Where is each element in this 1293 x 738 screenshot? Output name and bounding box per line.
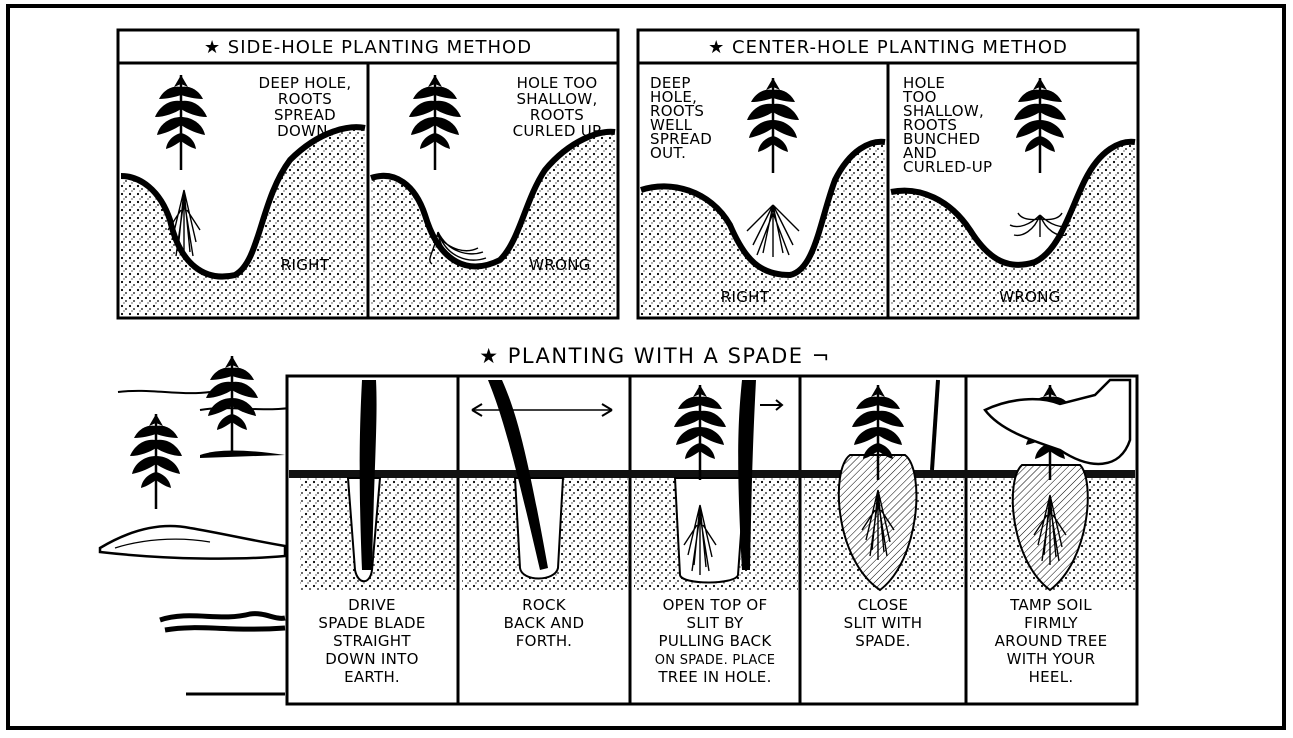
side-right-note-3: SPREAD	[273, 106, 337, 124]
side-right-note-4: DOWN.	[277, 122, 333, 140]
center-right-note-1: DEEP	[650, 74, 691, 92]
step-1-line-1: DRIVE	[348, 596, 396, 614]
step-1-line-2: SPADE BLADE	[318, 614, 426, 632]
side-wrong-note-1: HOLE TOO	[516, 74, 598, 92]
side-hole-title: ★ SIDE-HOLE PLANTING METHOD	[203, 37, 533, 58]
center-hole-panel	[638, 30, 1138, 318]
side-right-label: RIGHT	[280, 256, 330, 274]
step-3-line-3: PULLING BACK	[658, 632, 772, 650]
center-wrong-note-4: ROOTS	[903, 116, 958, 134]
step-4-line-1: CLOSE	[857, 596, 909, 614]
center-right-label: RIGHT	[720, 288, 770, 306]
step-3-line-2: SLIT BY	[686, 614, 744, 632]
center-right-note-5: SPREAD	[650, 130, 713, 148]
side-right-note-1: DEEP HOLE,	[258, 74, 352, 92]
center-wrong-label: WRONG	[999, 288, 1061, 306]
spade-steps-panel	[287, 376, 1137, 704]
step-1-line-3: STRAIGHT	[333, 632, 411, 650]
step-5-line-5: HEEL.	[1028, 668, 1074, 686]
center-wrong-note-7: CURLED-UP	[903, 158, 993, 176]
side-right-note-2: ROOTS	[277, 90, 333, 108]
side-wrong-label: WRONG	[529, 256, 591, 274]
step-5-illustration	[970, 380, 1135, 590]
spade-title: ★ PLANTING WITH A SPADE ¬	[479, 344, 831, 368]
step-1-line-4: DOWN INTO	[325, 650, 419, 668]
center-wrong-note-2: TOO	[903, 88, 937, 106]
step-5-line-4: WITH YOUR	[1006, 650, 1096, 668]
step-5-line-1: TAMP SOIL	[1010, 596, 1092, 614]
center-wrong-note-6: AND	[903, 144, 937, 162]
step-5-line-3: AROUND TREE	[994, 632, 1108, 650]
center-wrong-note-3: SHALLOW,	[903, 102, 985, 120]
center-hole-title: ★ CENTER-HOLE PLANTING METHOD	[708, 37, 1068, 58]
step-4-line-3: SPADE.	[855, 632, 911, 650]
step-1-line-5: EARTH.	[344, 668, 400, 686]
tree-icon	[130, 414, 182, 509]
center-wrong-note-1: HOLE	[903, 74, 946, 92]
center-right-note-6: OUT.	[650, 144, 687, 162]
landscape-illustration	[100, 356, 290, 694]
tree-icon	[206, 356, 258, 451]
step-2-line-2: BACK AND	[503, 614, 585, 632]
step-3-caption	[655, 596, 776, 686]
side-hole-panel	[118, 30, 618, 318]
center-right-note-4: WELL	[650, 116, 693, 134]
side-wrong-note-2: SHALLOW,	[516, 90, 598, 108]
step-2-line-1: ROCK	[522, 596, 566, 614]
step-3-line-4: ON SPADE. PLACE	[654, 653, 776, 668]
center-right-note-2: HOLE,	[650, 88, 698, 106]
center-right-note-3: ROOTS	[650, 102, 705, 120]
step-5-line-2: FIRMLY	[1024, 614, 1078, 632]
step-2-line-3: FORTH.	[515, 632, 573, 650]
side-wrong-note-3: ROOTS	[529, 106, 585, 124]
center-wrong-note-5: BUNCHED	[903, 130, 981, 148]
side-wrong-note-4: CURLED UP	[512, 122, 602, 140]
step-4-line-2: SLIT WITH	[843, 614, 923, 632]
step-3-line-5: TREE IN HOLE.	[658, 668, 772, 686]
step-3-line-1: OPEN TOP OF	[662, 596, 768, 614]
